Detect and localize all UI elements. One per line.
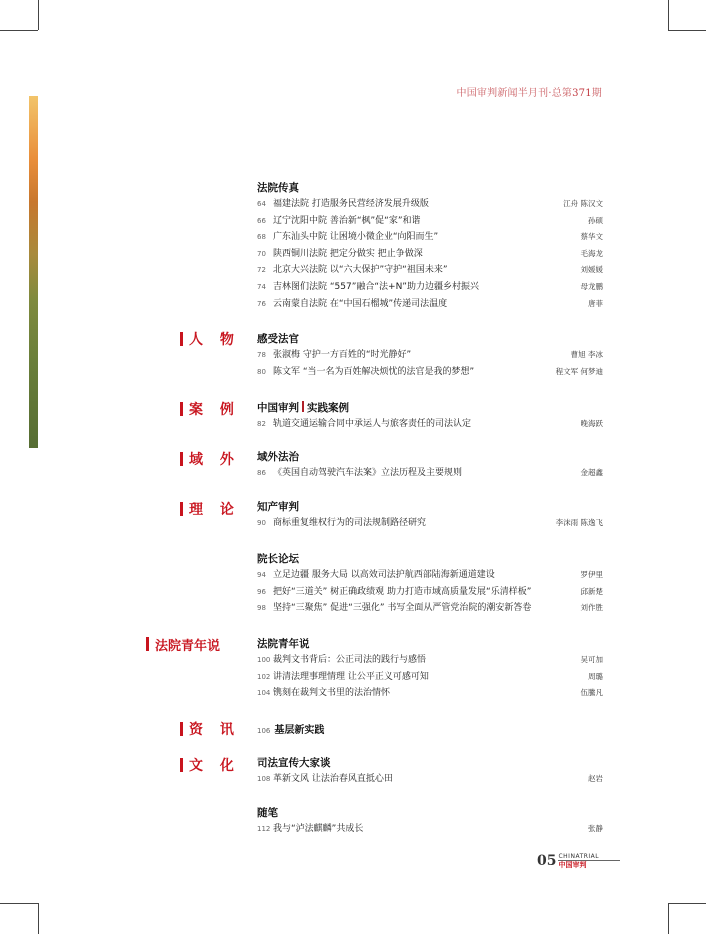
section-title	[257, 400, 603, 416]
article-author: 邱新楚	[580, 586, 603, 596]
section-title-part-a: 中国审判	[257, 402, 299, 414]
toc-entry[interactable]	[257, 567, 603, 584]
article-title: 张淑梅 守护一方百姓的“时光静好”	[273, 350, 412, 360]
page-number: 82	[257, 420, 266, 428]
header-text: 中国审判新闻半月刊·总第	[456, 88, 573, 99]
article-author: 晚海跃	[580, 419, 603, 428]
article-title: 立足边疆 服务大局 以高效司法护航西部陆海新通道建设	[273, 570, 495, 580]
article-author: 母龙鹏	[580, 281, 603, 291]
crop-mark-top-right-h	[668, 30, 706, 31]
page-number: 90	[257, 519, 266, 527]
crop-mark-top-right-v	[668, 0, 669, 30]
page-number: 100	[257, 656, 271, 664]
decorative-photo-strip	[29, 96, 38, 448]
section-title: 感受法官	[257, 333, 299, 345]
toc-entry[interactable]	[257, 669, 603, 686]
article-author: 程文军 何梦迪	[555, 366, 603, 376]
header-suffix: 期	[591, 88, 602, 99]
toc-section-president-forum	[257, 551, 603, 617]
section-title: 司法宣传大家谈	[257, 757, 331, 769]
section-title: 法院传真	[257, 182, 299, 194]
article-title: 轨道交通运输合同中承运人与旅客责任的司法认定	[273, 419, 472, 429]
article-author: 金超鑫	[580, 468, 603, 477]
section-title: 院长论坛	[257, 553, 299, 565]
page-number: 98	[257, 604, 266, 613]
article-title: 革新文风 让法治春风直抵心田	[273, 774, 393, 784]
page-number-footer: 05	[537, 853, 557, 869]
page-number: 80	[257, 367, 266, 376]
page-number: 112	[257, 825, 271, 833]
section-title-part-b: 实践案例	[307, 402, 349, 414]
toc-section-ip-trial	[257, 499, 603, 532]
page-number: 64	[257, 200, 266, 208]
article-title: 坚持“三聚焦” 促进“三强化” 书写全面从严管党治院的潮安新答卷	[273, 603, 532, 614]
toc-entry[interactable]	[257, 584, 603, 601]
category-label: 域 外	[189, 452, 240, 468]
article-title: 裁判文书背后：公正司法的践行与感悟	[273, 655, 427, 665]
page-number: 68	[257, 233, 266, 242]
category-marker	[180, 332, 183, 346]
crop-mark-bottom-right-v	[668, 903, 669, 934]
article-title: 陕西铜川法院 把定分做实 把止争做深	[273, 248, 423, 259]
article-author: 曹旭 李冰	[570, 350, 603, 359]
article-title: 把好“三道关” 树正确政绩观 助力打造市域高质量发展“乐清样板”	[273, 586, 532, 597]
page-number: 102	[257, 672, 271, 681]
article-author: 张静	[588, 824, 603, 833]
category-cases	[180, 401, 240, 417]
category-marker	[146, 637, 149, 651]
category-marker	[180, 722, 183, 736]
page-number: 108	[257, 775, 271, 783]
toc-entry[interactable]	[257, 262, 603, 279]
category-label: 文 化	[189, 758, 240, 774]
article-author: 李沫雨 陈逸飞	[555, 518, 603, 527]
category-marker	[180, 502, 183, 516]
article-title: 辽宁沈阳中院 善治新“枫”促“家”和谐	[273, 215, 421, 226]
page-number: 106	[257, 727, 271, 735]
category-marker	[180, 452, 183, 466]
toc-entry[interactable]	[257, 771, 603, 788]
section-title: 域外法治	[257, 451, 299, 463]
article-title: 讲清法理事理情理 让公平正义可感可知	[273, 671, 429, 682]
page-number: 74	[257, 282, 266, 291]
toc-section-judicial-publicity	[257, 755, 603, 788]
article-title: 商标重复维权行为的司法规制路径研究	[273, 518, 427, 528]
article-author: 伍騰凡	[580, 688, 603, 698]
toc-entry[interactable]	[257, 364, 603, 381]
category-label: 案 例	[189, 402, 240, 418]
toc-entry[interactable]	[257, 246, 603, 263]
article-author: 罗伊里	[580, 570, 603, 579]
toc-entry[interactable]	[257, 229, 603, 246]
article-title: 云南蒙自法院 在“中国石榴城”传递司法温度	[273, 298, 448, 309]
toc-section-court-fax	[257, 180, 603, 312]
toc-entry[interactable]	[257, 213, 603, 230]
category-label: 理 论	[189, 502, 240, 518]
category-marker	[180, 758, 183, 772]
magazine-logo	[558, 853, 620, 870]
issue-number: 371	[572, 88, 592, 99]
category-label: 人 物	[189, 332, 240, 348]
crop-mark-bottom-right-h	[668, 903, 706, 904]
toc-section-youth-voices	[257, 636, 603, 702]
page-number: 96	[257, 587, 266, 596]
article-author: 孙硕	[588, 215, 603, 225]
page-number: 86	[257, 469, 266, 477]
page-number: 104	[257, 689, 271, 698]
crop-mark-top-left-h	[0, 30, 38, 31]
toc-entry[interactable]	[257, 347, 603, 364]
article-author: 刘媛媛	[580, 265, 603, 275]
section-title: 基层新实践	[274, 725, 325, 736]
article-author: 蔡华文	[580, 232, 603, 242]
page-number: 66	[257, 216, 266, 225]
toc-entry[interactable]	[257, 652, 603, 669]
article-author: 吴可加	[580, 655, 603, 664]
toc-entry-grassroots[interactable]	[257, 721, 324, 736]
toc-entry[interactable]	[257, 465, 603, 482]
category-culture	[180, 757, 240, 773]
page-footer	[537, 853, 620, 870]
article-title: 我与“泸法麒麟”共成长	[273, 824, 364, 834]
article-title: 福建法院 打造服务民营经济发展升级版	[273, 199, 429, 209]
page-number: 94	[257, 571, 266, 579]
toc-section-practice-cases	[257, 400, 603, 433]
section-title: 法院青年说	[257, 638, 310, 650]
article-title: 北京大兴法院 以“六大保护”守护“祖国未来”	[273, 265, 448, 276]
toc-entry[interactable]	[257, 685, 603, 702]
category-news	[180, 721, 240, 737]
section-title: 知产审判	[257, 501, 299, 513]
category-label: 法院青年说	[155, 638, 221, 654]
page-header	[457, 84, 602, 99]
page-number: 78	[257, 351, 266, 359]
crop-mark-bottom-left-h	[0, 903, 38, 904]
title-separator	[302, 401, 304, 412]
toc-entry[interactable]	[257, 196, 603, 213]
toc-entry[interactable]	[257, 515, 603, 532]
article-title: 《英国自动驾驶汽车法案》立法历程及主要规则	[273, 468, 463, 478]
section-title: 随笔	[257, 807, 278, 819]
toc-entry[interactable]	[257, 279, 603, 296]
category-youth	[146, 636, 220, 652]
crop-mark-top-left-v	[38, 0, 39, 30]
toc-section-essays	[257, 805, 603, 838]
category-label: 资 讯	[189, 722, 240, 738]
article-author: 周璐	[588, 671, 603, 681]
toc-entry[interactable]	[257, 821, 603, 838]
page-number: 76	[257, 299, 266, 308]
article-title: 吉林图们法院 “557”融合“法+N”助力边疆乡村振兴	[273, 281, 479, 292]
logo-chinese: 中国审判	[558, 861, 587, 869]
page-number: 70	[257, 249, 266, 258]
toc-section-judges	[257, 331, 603, 380]
article-author: 赵岩	[588, 774, 603, 783]
logo-english: CHINATRIAL	[558, 853, 620, 861]
crop-mark-bottom-left-v	[38, 903, 39, 934]
category-people	[180, 331, 240, 347]
category-abroad	[180, 451, 240, 467]
category-marker	[180, 402, 183, 416]
article-author: 江舟 陈汉文	[563, 199, 603, 208]
article-author: 毛海龙	[580, 248, 603, 258]
article-title: 陈文军 “当一名为百姓解决烦忧的法官是我的梦想”	[273, 366, 475, 377]
article-author: 唐菲	[588, 298, 603, 308]
toc-entry[interactable]	[257, 600, 603, 617]
category-theory	[180, 501, 240, 517]
article-author: 刘作胜	[580, 603, 603, 613]
toc-entry[interactable]	[257, 296, 603, 313]
article-title: 镌刻在裁判文书里的法治情怀	[273, 688, 391, 699]
toc-section-foreign-law	[257, 449, 603, 482]
toc-entry[interactable]	[257, 416, 603, 433]
article-title: 广东汕头中院 让困境小微企业“向阳而生”	[273, 232, 439, 243]
page-number: 72	[257, 266, 266, 275]
